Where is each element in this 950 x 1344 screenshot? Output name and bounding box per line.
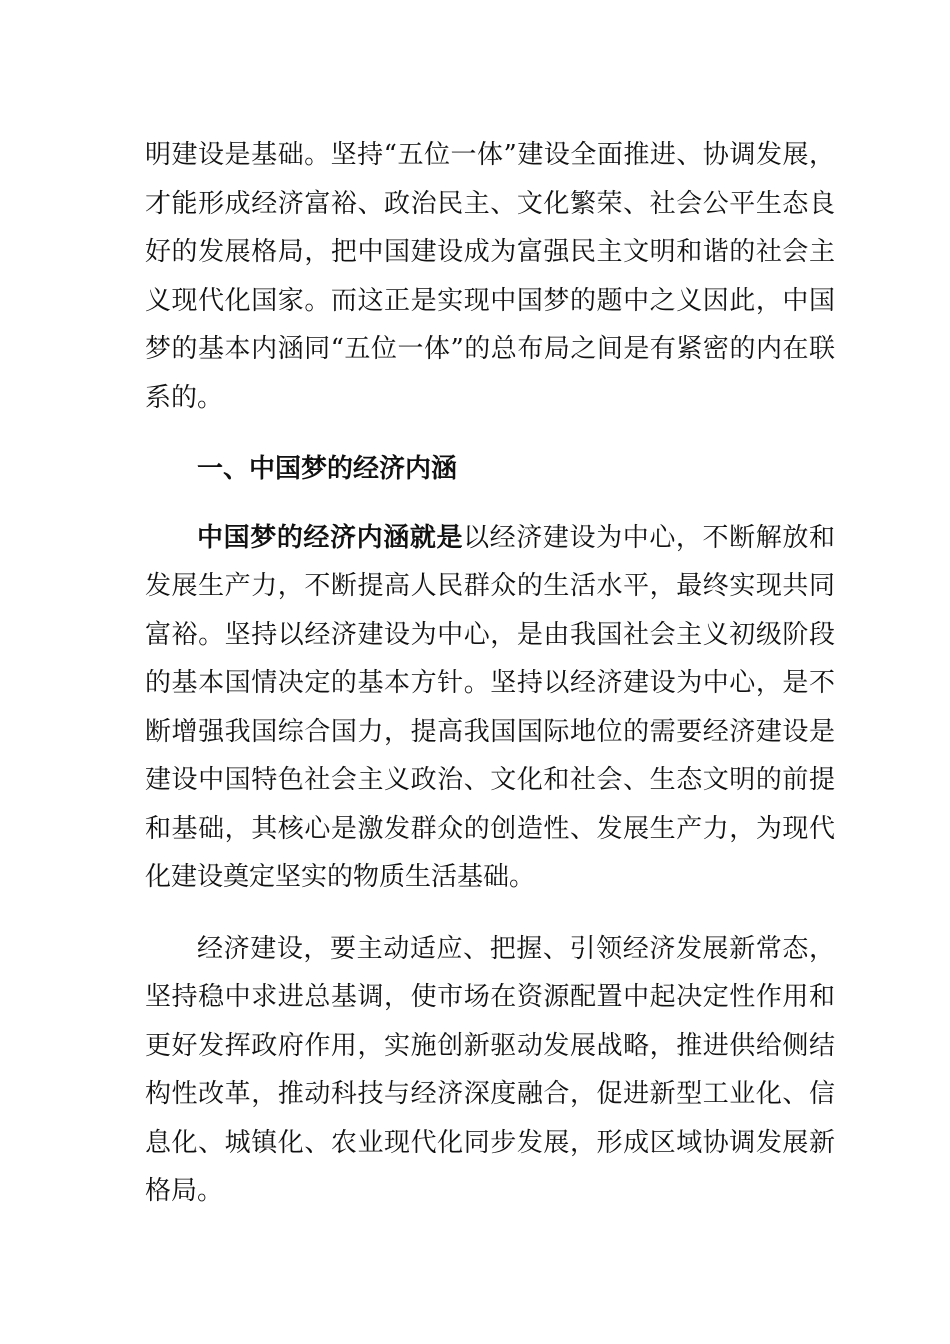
paragraph-economic-connotation bbox=[145, 514, 835, 902]
paragraph-continued: 明建设是基础。坚持“五位一体”建设全面推进、协调发展，才能形成经济富裕、政治民主、文化繁荣、社会公平生态良好的发展格局，把中国建设成为富强民主文明和谐的社会主义现代化国家。而这正是实现中国梦的题中之义因此，中国梦的基本内涵同“五位一体”的总布局之间是有紧密的内在联系的。 bbox=[145, 140, 835, 413]
paragraph-economic-construction: 经济建设，要主动适应、把握、引领经济发展新常态，坚持稳中求进总基调，使市场在资源配置中起决定性作用和更好发挥政府作用，实施创新驱动发展战略，推进供给侧结构性改革，推动科技与经济深度融合，促进新型工业化、信息化、城镇化、农业现代化同步发展，形成区域协调发展新格局。 bbox=[145, 933, 835, 1206]
section-heading: 一、中国梦的经济内涵 bbox=[197, 454, 458, 484]
paragraph-bold-lead: 中国梦的经济内涵就是 bbox=[197, 522, 464, 553]
document-page bbox=[145, 131, 835, 1216]
paragraph-body: 以经济建设为中心，不断解放和发展生产力，不断提高人民群众的生活水平，最终实现共同富裕。坚持以经济建设为中心，是由我国社会主义初级阶段的基本国情决定的基本方针。坚持以经济建设为中心，是不断增强我国综合国力，提高我国国际地位的需要经济建设是建设中国特色社会主义政治、文化和社会、生态文明的前提和基础，其核心是激发群众的创造性、发展生产力，为现代化建设奠定坚实的物质生活基础。 bbox=[145, 522, 835, 892]
spacer bbox=[145, 902, 835, 925]
spacer bbox=[145, 494, 835, 514]
spacer bbox=[145, 422, 835, 445]
